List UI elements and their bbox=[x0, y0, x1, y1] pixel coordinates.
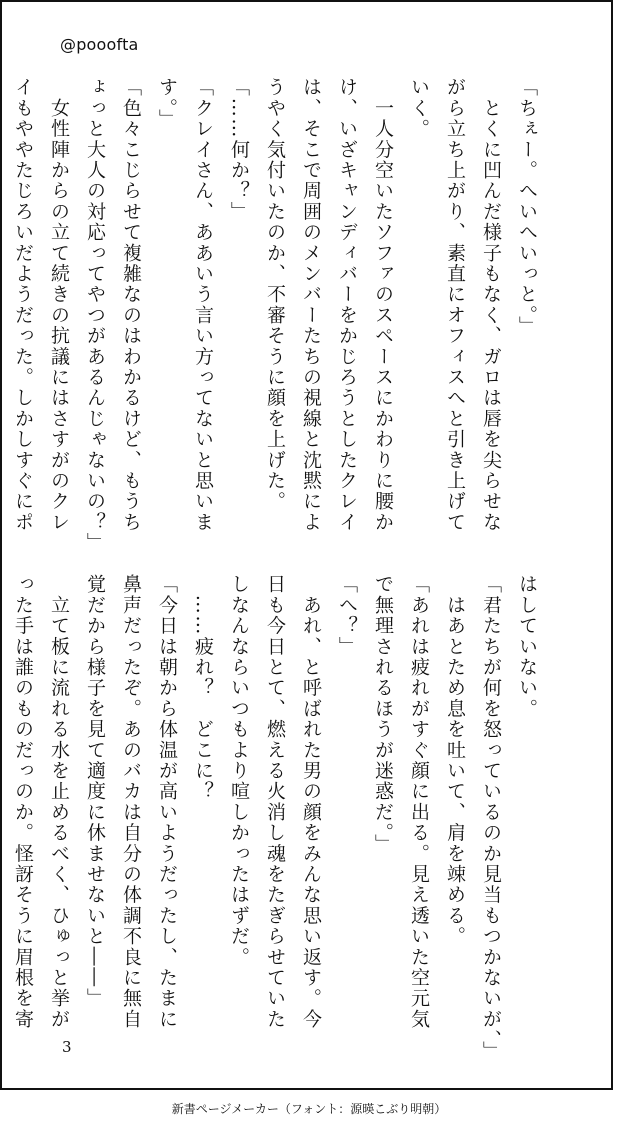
text-column: 鼻声だったぞ。あのバカは自分の体調不良に無自 bbox=[120, 574, 142, 1030]
text-column: ょっと大人の対応ってやつがあるんじゃないの？」 bbox=[84, 77, 106, 554]
text-column: 覚だから様子を見て適度に休ませないと――」 bbox=[84, 574, 106, 1009]
generator-credit: 新書ページメーカー（フォント：源暎こぶり明朝） bbox=[171, 1102, 447, 1116]
text-column: 「……何か？」 bbox=[228, 77, 250, 222]
text-column: うやく気付いたのか、不審そうに顔を上げた。 bbox=[264, 77, 286, 512]
text-column: 「へ？」 bbox=[336, 574, 358, 657]
text-column: は、そこで周囲のメンバーたちの視線と沈黙によ bbox=[300, 77, 322, 533]
text-column bbox=[0, 77, 5, 527]
text-column: 女性陣からの立て続きの抗議にはさすがのクレ bbox=[48, 77, 70, 533]
page-number: 3 bbox=[62, 1038, 72, 1056]
text-column: 「ちぇー。へいへいっと。」 bbox=[516, 77, 538, 337]
author-handle: @pooofta bbox=[60, 35, 139, 54]
text-column: 日も今日とて、燃える火消し魂をたぎらせていた bbox=[264, 574, 286, 1030]
text-column: とくに凹んだ様子もなく、ガロは唇を尖らせな bbox=[480, 77, 502, 533]
text-column: け、いざキャンディバーをかじろうとしたクレイ bbox=[336, 77, 358, 533]
text-column: で無理されるほうが迷惑だ。」 bbox=[372, 574, 394, 855]
text-column: 一人分空いたソファのスペースにかわりに腰か bbox=[372, 77, 394, 533]
text-column: す。」 bbox=[156, 77, 178, 130]
text-column: 「色々こじらせて複雑なのはわかるけど、もうち bbox=[120, 77, 142, 533]
text-column: がら立ち上がり、素直にオフィスへと引き上げて bbox=[444, 77, 466, 533]
text-column: イもややたじろいだようだった。しかしすぐにポ bbox=[12, 77, 34, 533]
text-column: 「クレイさん、ああいう言い方ってないと思いま bbox=[192, 77, 214, 533]
text-column: はあとため息を吐いて、肩を竦める。 bbox=[444, 574, 466, 947]
text-column: あれ、と呼ばれた男の顔をみんな思い返す。今 bbox=[300, 574, 322, 1030]
text-column: はしていない。 bbox=[516, 574, 538, 719]
bottom-text-block bbox=[12, 574, 545, 1062]
text-column: いく。 bbox=[408, 77, 430, 140]
text-column: 「あれは疲れがすぐ顔に出る。見え透いた空元気 bbox=[408, 574, 430, 1030]
text-column: ……疲れ？ どこに？ bbox=[192, 574, 214, 802]
text-column: 立て板に流れる水を止めるべく、ひゅっと挙が bbox=[48, 574, 70, 1030]
text-column: 「今日は朝から体温が高いようだったし、たまに bbox=[156, 574, 178, 1030]
text-column: った手は誰のものだっのか。怪訝そうに眉根を寄 bbox=[12, 574, 34, 1030]
text-column: 「君たちが何を怒っているのか見当もつかないが、」 bbox=[480, 574, 502, 1062]
text-column: しなんならいつもより喧しかったはずだ。 bbox=[228, 574, 250, 968]
text-column bbox=[0, 574, 5, 1024]
top-text-block bbox=[12, 77, 545, 554]
